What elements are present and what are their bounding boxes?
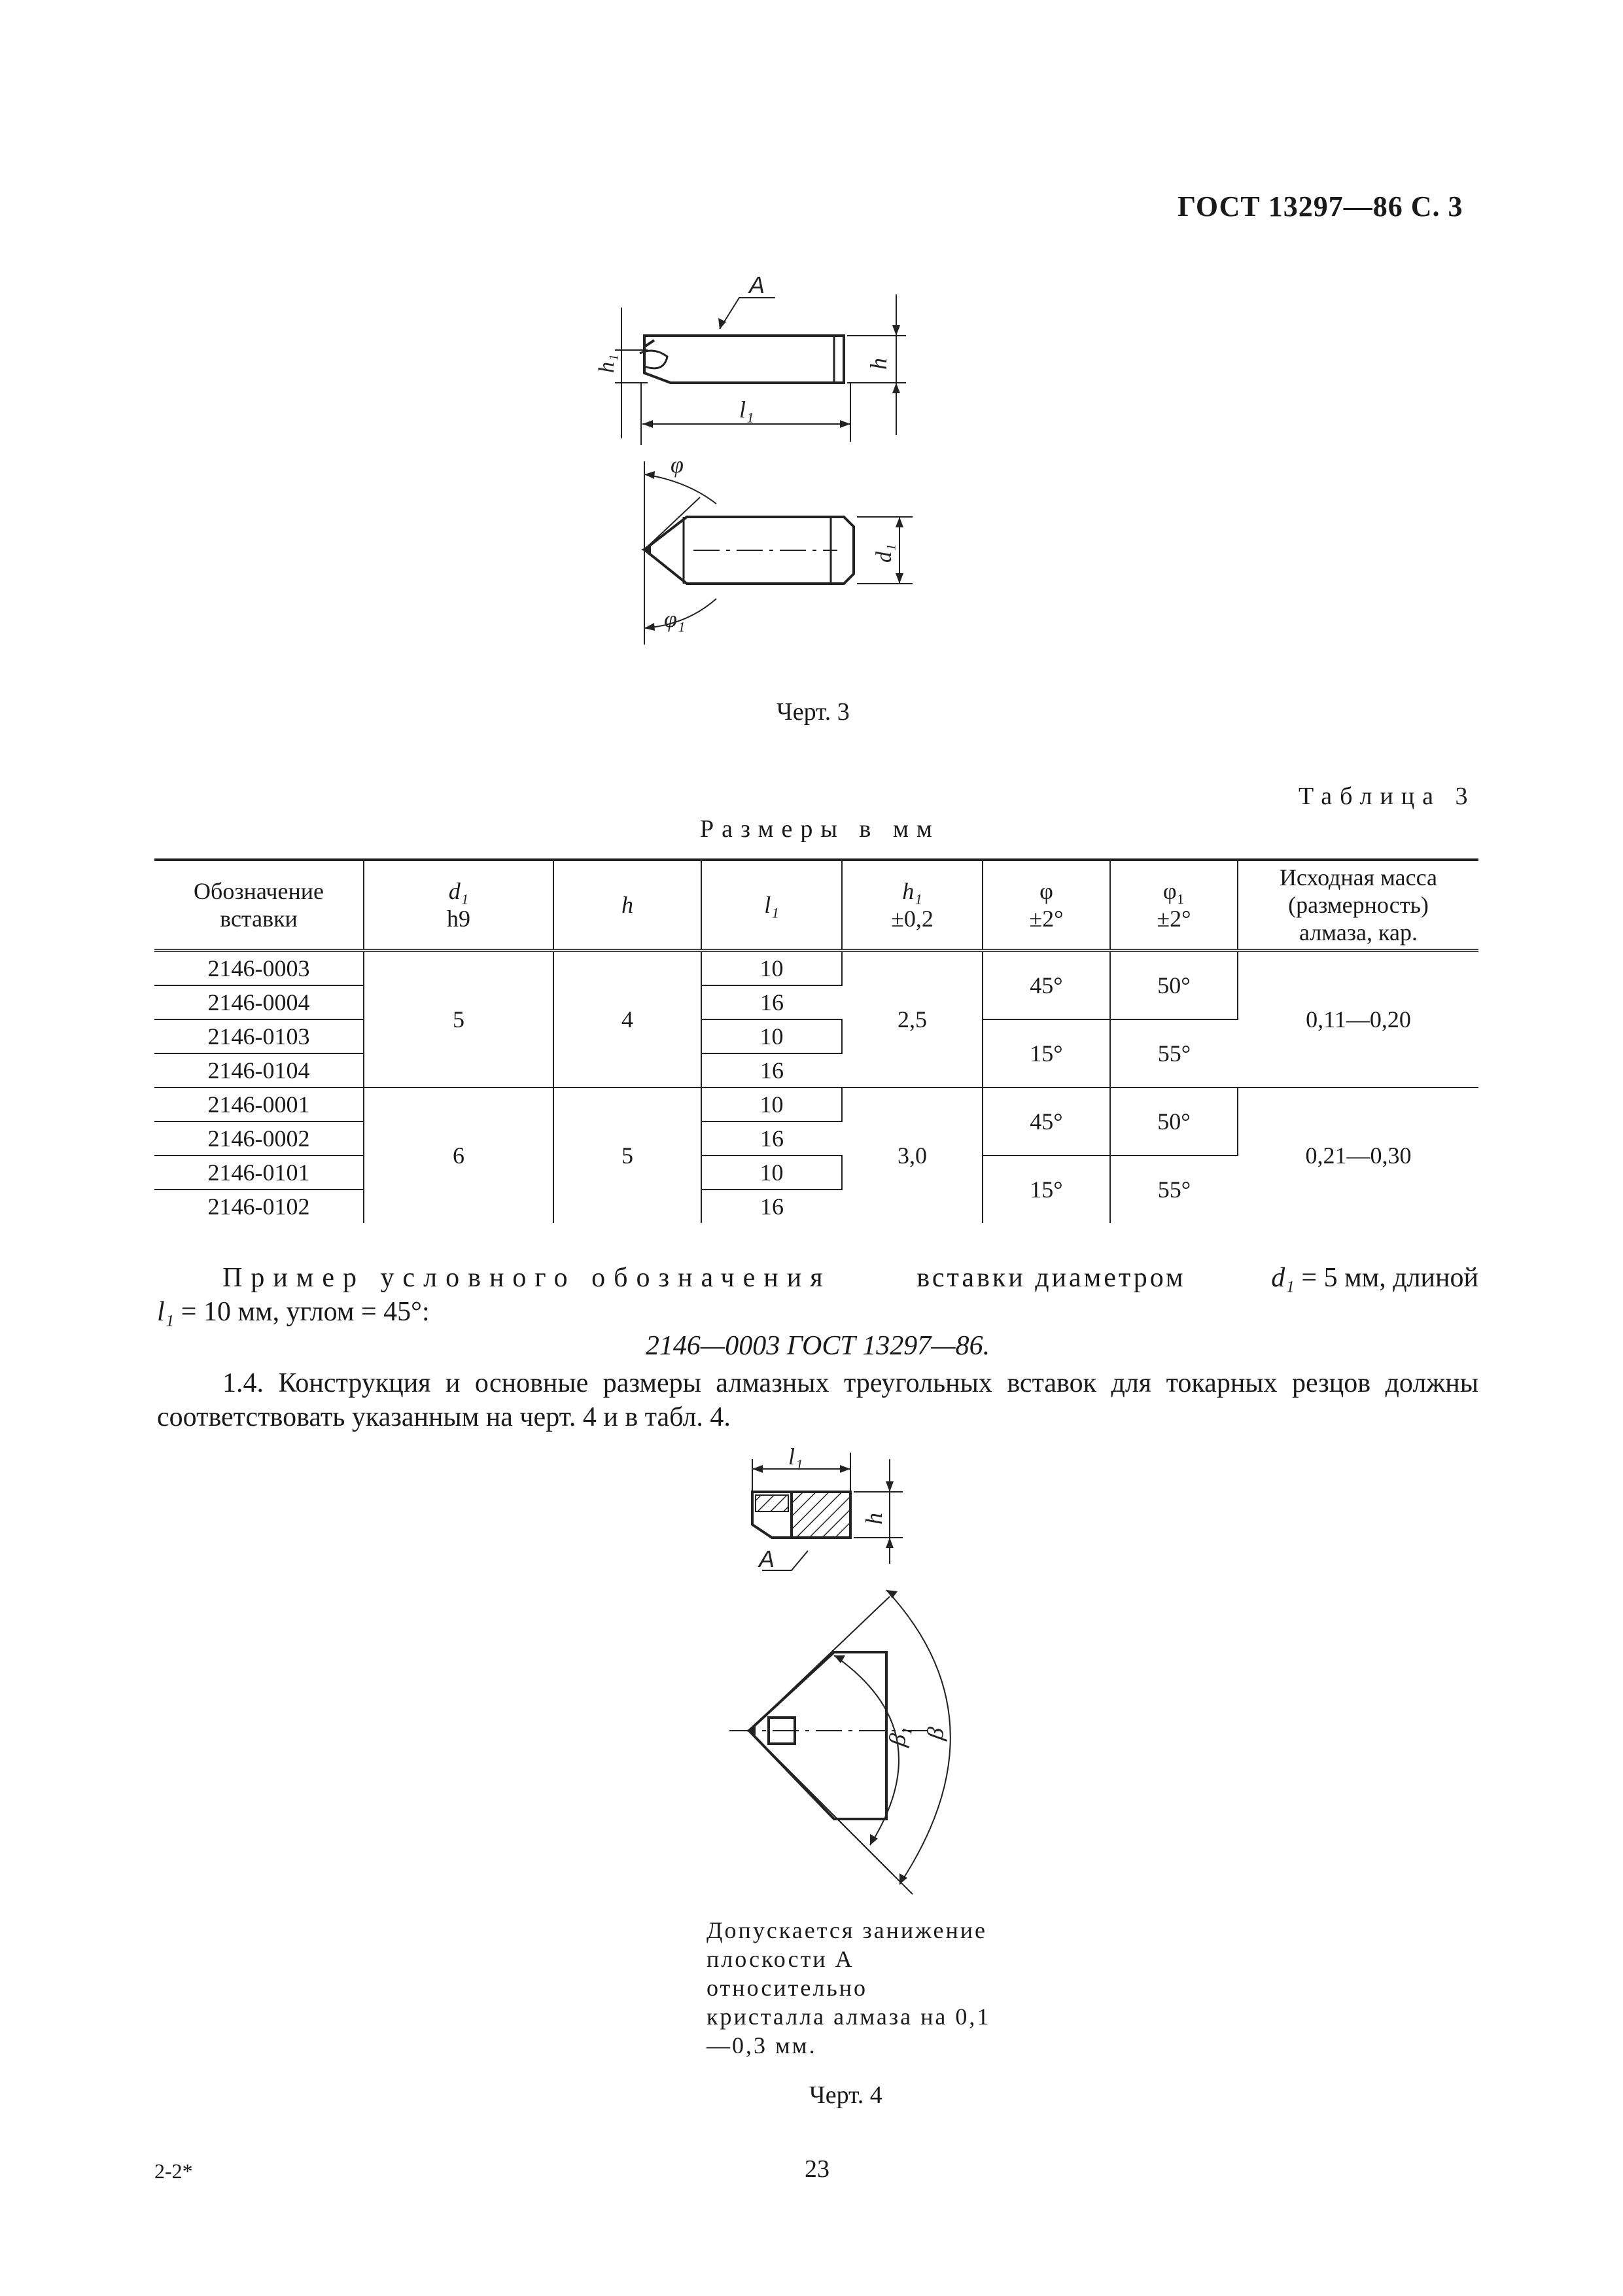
cell-code: 2146-0003 [154, 951, 364, 986]
clause-1-4: 1.4. Конструкция и основные размеры алмазных треугольных вставок для токарных резцов должны соответствовать указанным на черт. 4 и в табл. 4. [157, 1368, 1478, 1432]
cell-l1: 16 [760, 1193, 784, 1220]
drawing4-caption: Черт. 4 [809, 2081, 882, 2109]
cell-mass: 0,11—0,20 [1238, 951, 1478, 1088]
drawing4-note: Допускается занижение плоскости A относительно кристалла алмаза на 0,1—0,3 мм. [707, 1917, 991, 2058]
drawing3-label-h: h [865, 358, 892, 370]
example-lead: Пример условного обозначения [222, 1263, 831, 1293]
example-text1: вставки диаметром [916, 1263, 1186, 1293]
header-h1: h₁ ±0,2 [842, 860, 983, 951]
header-mass: Исходная масса (размерность) алмаза, кар. [1279, 864, 1438, 945]
cell-code: 2146-0104 [154, 1053, 364, 1087]
drawing3-label-l1: l₁ [739, 397, 754, 423]
example-paragraph [157, 1261, 1478, 1363]
cell-phi: 15° [983, 1156, 1110, 1223]
header-d1: d₁ h9 [364, 860, 553, 951]
cell-code: 2146-0103 [154, 1019, 364, 1053]
table-3 [154, 858, 1478, 1223]
example-l1: l₁ [157, 1297, 175, 1327]
cell-phi1: 55° [1110, 1019, 1238, 1087]
cell-phi: 45° [983, 1087, 1110, 1156]
drawing4-label-h: h [861, 1513, 887, 1525]
example-text3: = 10 мм, углом = 45°: [181, 1297, 430, 1327]
cell-l1: 10 [701, 1087, 842, 1122]
cell-code: 2146-0102 [154, 1190, 364, 1223]
drawing-3 [0, 0, 1623, 720]
cell-phi: 15° [983, 1019, 1110, 1087]
drawing4-label-beta: β [921, 1725, 949, 1742]
drawing3-label-d1: d₁ [872, 544, 896, 563]
drawing3-label-A: A [749, 272, 765, 298]
cell-d1: 5 [364, 951, 553, 1088]
example-designation: 2146—0003 ГОСТ 13297—86. [645, 1331, 990, 1361]
drawing3-label-phi1: φ₁ [664, 606, 686, 632]
cell-h1: 2,5 [842, 951, 983, 1088]
cell-d1: 6 [364, 1087, 553, 1223]
drawing4-label-l1: l₁ [788, 1443, 803, 1470]
example-text2: = 5 мм, длиной [1301, 1263, 1478, 1293]
cell-mass: 0,21—0,30 [1305, 1142, 1412, 1169]
cell-l1: 10 [701, 951, 842, 986]
cell-code: 2146-0001 [154, 1087, 364, 1122]
cell-l1: 10 [701, 1156, 842, 1190]
drawing4-label-beta1: β₁ [883, 1723, 913, 1748]
cell-phi: 45° [983, 951, 1110, 1020]
table3-title: Таблица 3 [1299, 783, 1476, 810]
drawing3-caption: Черт. 3 [777, 698, 850, 726]
cell-phi1: 55° [1157, 1176, 1191, 1203]
cell-h: 4 [553, 951, 701, 1088]
cell-h1: 3,0 [842, 1087, 983, 1223]
cell-l1: 16 [701, 1053, 842, 1087]
page-number: 23 [805, 2155, 829, 2183]
cell-phi1: 50° [1110, 1087, 1238, 1156]
cell-l1: 16 [701, 1122, 842, 1156]
cell-code: 2146-0004 [154, 985, 364, 1019]
table-row [154, 1087, 1478, 1122]
sheet-mark: 2-2* [154, 2159, 193, 2183]
header-phi: φ ±2° [983, 860, 1110, 951]
cell-phi1: 50° [1110, 951, 1238, 1020]
header-designation: Обозначение вставки [154, 860, 364, 951]
drawing4-label-A: A [759, 1545, 775, 1572]
example-d1: d₁ [1271, 1263, 1295, 1293]
drawing3-label-h1: h₁ [595, 354, 619, 373]
cell-code: 2146-0101 [154, 1156, 364, 1190]
cell-code: 2146-0002 [154, 1122, 364, 1156]
cell-l1: 10 [701, 1019, 842, 1053]
table3-header-row [154, 860, 1478, 951]
cell-h: 5 [553, 1087, 701, 1223]
header-phi1: φ₁ ±2° [1110, 860, 1238, 951]
cell-l1: 16 [701, 985, 842, 1019]
drawing3-label-phi: φ [671, 451, 684, 478]
document-reference: ГОСТ 13297—86 С. 3 [1178, 190, 1463, 222]
table3-units: Размеры в мм [700, 815, 940, 843]
header-l1: l₁ [701, 860, 842, 951]
table-row [154, 951, 1478, 986]
header-h: h [553, 860, 701, 951]
